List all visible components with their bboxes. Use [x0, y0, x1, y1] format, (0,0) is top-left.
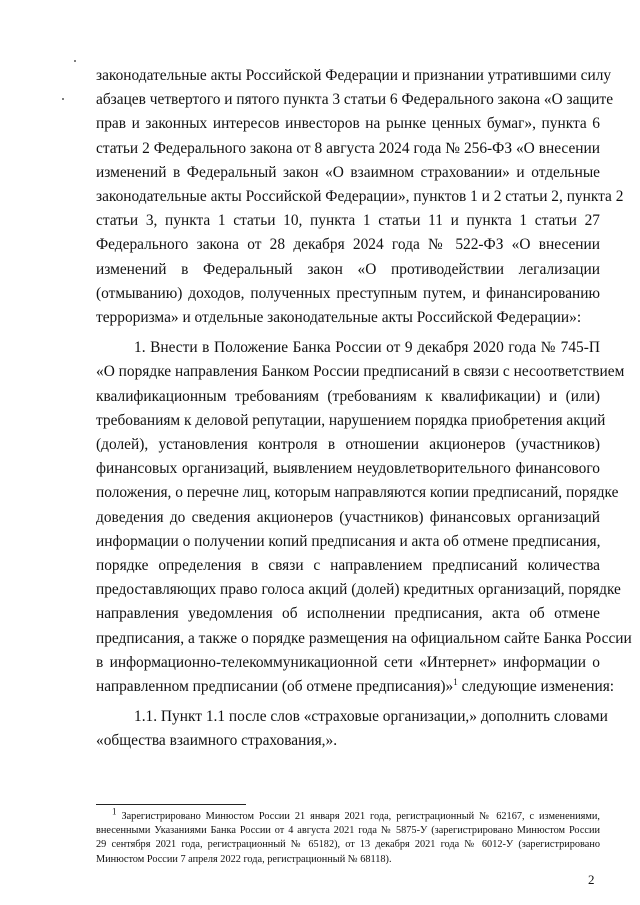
footnote [96, 806, 600, 867]
text-fragment: Зарегистрировано Минюстом России 21 января 2021 года, регистрационный № 62167, с изменениями, [121, 811, 600, 822]
body-text [96, 64, 632, 754]
text-line: статьи 3, пункта 1 статьи 10, пункта 1 статьи 11 и пункта 1 статьи 27 [96, 212, 600, 230]
text-line: финансовых организаций, выявлением неудовлетворительного финансового [96, 460, 600, 478]
footnote-reference[interactable]: 1 [453, 676, 458, 687]
item-1-1-paragraph [96, 705, 608, 753]
text-line: направления уведомления об исполнении предписания, акта об отмене [96, 605, 600, 623]
text-line: в информационно-телекоммуникационной сети «Интернет» информации о [96, 653, 600, 671]
text-line: изменений в Федеральный закон «О взаимном страховании» и отдельные [96, 163, 600, 181]
footnote-line [96, 806, 600, 824]
text-line: предоставляющих право голоса акций (долей) кредитных организаций, порядке [96, 581, 621, 599]
text-line: требованиям к деловой репутации, нарушением порядка приобретения акций [96, 411, 606, 429]
text-line: квалификационным требованиям (требованиям к квалификации) и (или) [96, 387, 600, 405]
text-line: законодательные акты Российской Федерации и признании утратившими силу [96, 67, 612, 84]
text-line: Федерального закона от 28 декабря 2024 года № 522-ФЗ «О внесении [96, 236, 600, 254]
text-line: (отмыванию) доходов, полученных преступным путем, и финансированию [96, 284, 600, 302]
text-fragment: следующие изменения: [457, 678, 615, 696]
text-fragment: направленном предписании (об отмене предписания)» [96, 678, 454, 696]
text-line: 1.1. Пункт 1.1 после слов «страховые организации,» дополнить словами [134, 708, 608, 726]
text-line: законодательные акты Российской Федерации», пунктов 1 и 2 статьи 2, пункта 2 [96, 188, 624, 206]
text-line: изменений в Федеральный закон «О противодействии легализации [96, 260, 600, 278]
text-line: порядке определения в связи с направлением предписаний количества [96, 557, 600, 575]
text-line: информации о получении копий предписания и акта об отмене предписания, [96, 532, 601, 550]
text-line: положения, о перечне лиц, которым направляются копии предписаний, порядке [96, 484, 619, 502]
intro-paragraph [96, 64, 624, 330]
scan-speck [74, 60, 76, 62]
text-line: 1. Внести в Положение Банка России от 9 декабря 2020 года № 745-П [134, 339, 600, 357]
text-line: предписания, а также о порядке размещения на официальном сайте Банка России [96, 629, 632, 647]
footnote-marker: 1 [112, 806, 117, 817]
text-line: (долей), установления контроля в отношении акционеров (участников) [96, 436, 600, 454]
footnote-line: 29 сентября 2021 года, регистрационный № 65182), от 13 декабря 2021 года № 6012-У (зарегистрировано [96, 839, 600, 851]
text-line: «О порядке направления Банком России предписаний в связи с несоответствием [96, 363, 625, 381]
text-line: абзацев четвертого и пятого пункта 3 статьи 6 Федерального закона «О защите [96, 91, 614, 109]
text-line: статьи 2 Федерального закона от 8 августа 2024 года № 256-ФЗ «О внесении [96, 139, 600, 157]
text-line: терроризма» и отдельные законодательные акты Российской Федерации»: [96, 309, 582, 327]
page-number: 2 [588, 872, 595, 887]
text-line [96, 675, 615, 699]
text-line: «общества взаимного страхования,». [96, 732, 338, 750]
footnote-line: Минюстом России 7 апреля 2022 года, регистрационный № 68118). [96, 853, 392, 865]
item-1-paragraph [96, 336, 632, 699]
text-line: прав и законных интересов инвесторов на рынке ценных бумаг», пункта 6 [96, 115, 600, 133]
scan-speck [62, 98, 64, 100]
text-line: доведения до сведения акционеров (участников) финансовых организаций [96, 508, 600, 526]
footnote-line: внесенными Указаниями Банка России от 4 августа 2021 года № 5875-У (зарегистрировано Минюстом России [96, 825, 600, 837]
footnote-separator [96, 804, 246, 805]
